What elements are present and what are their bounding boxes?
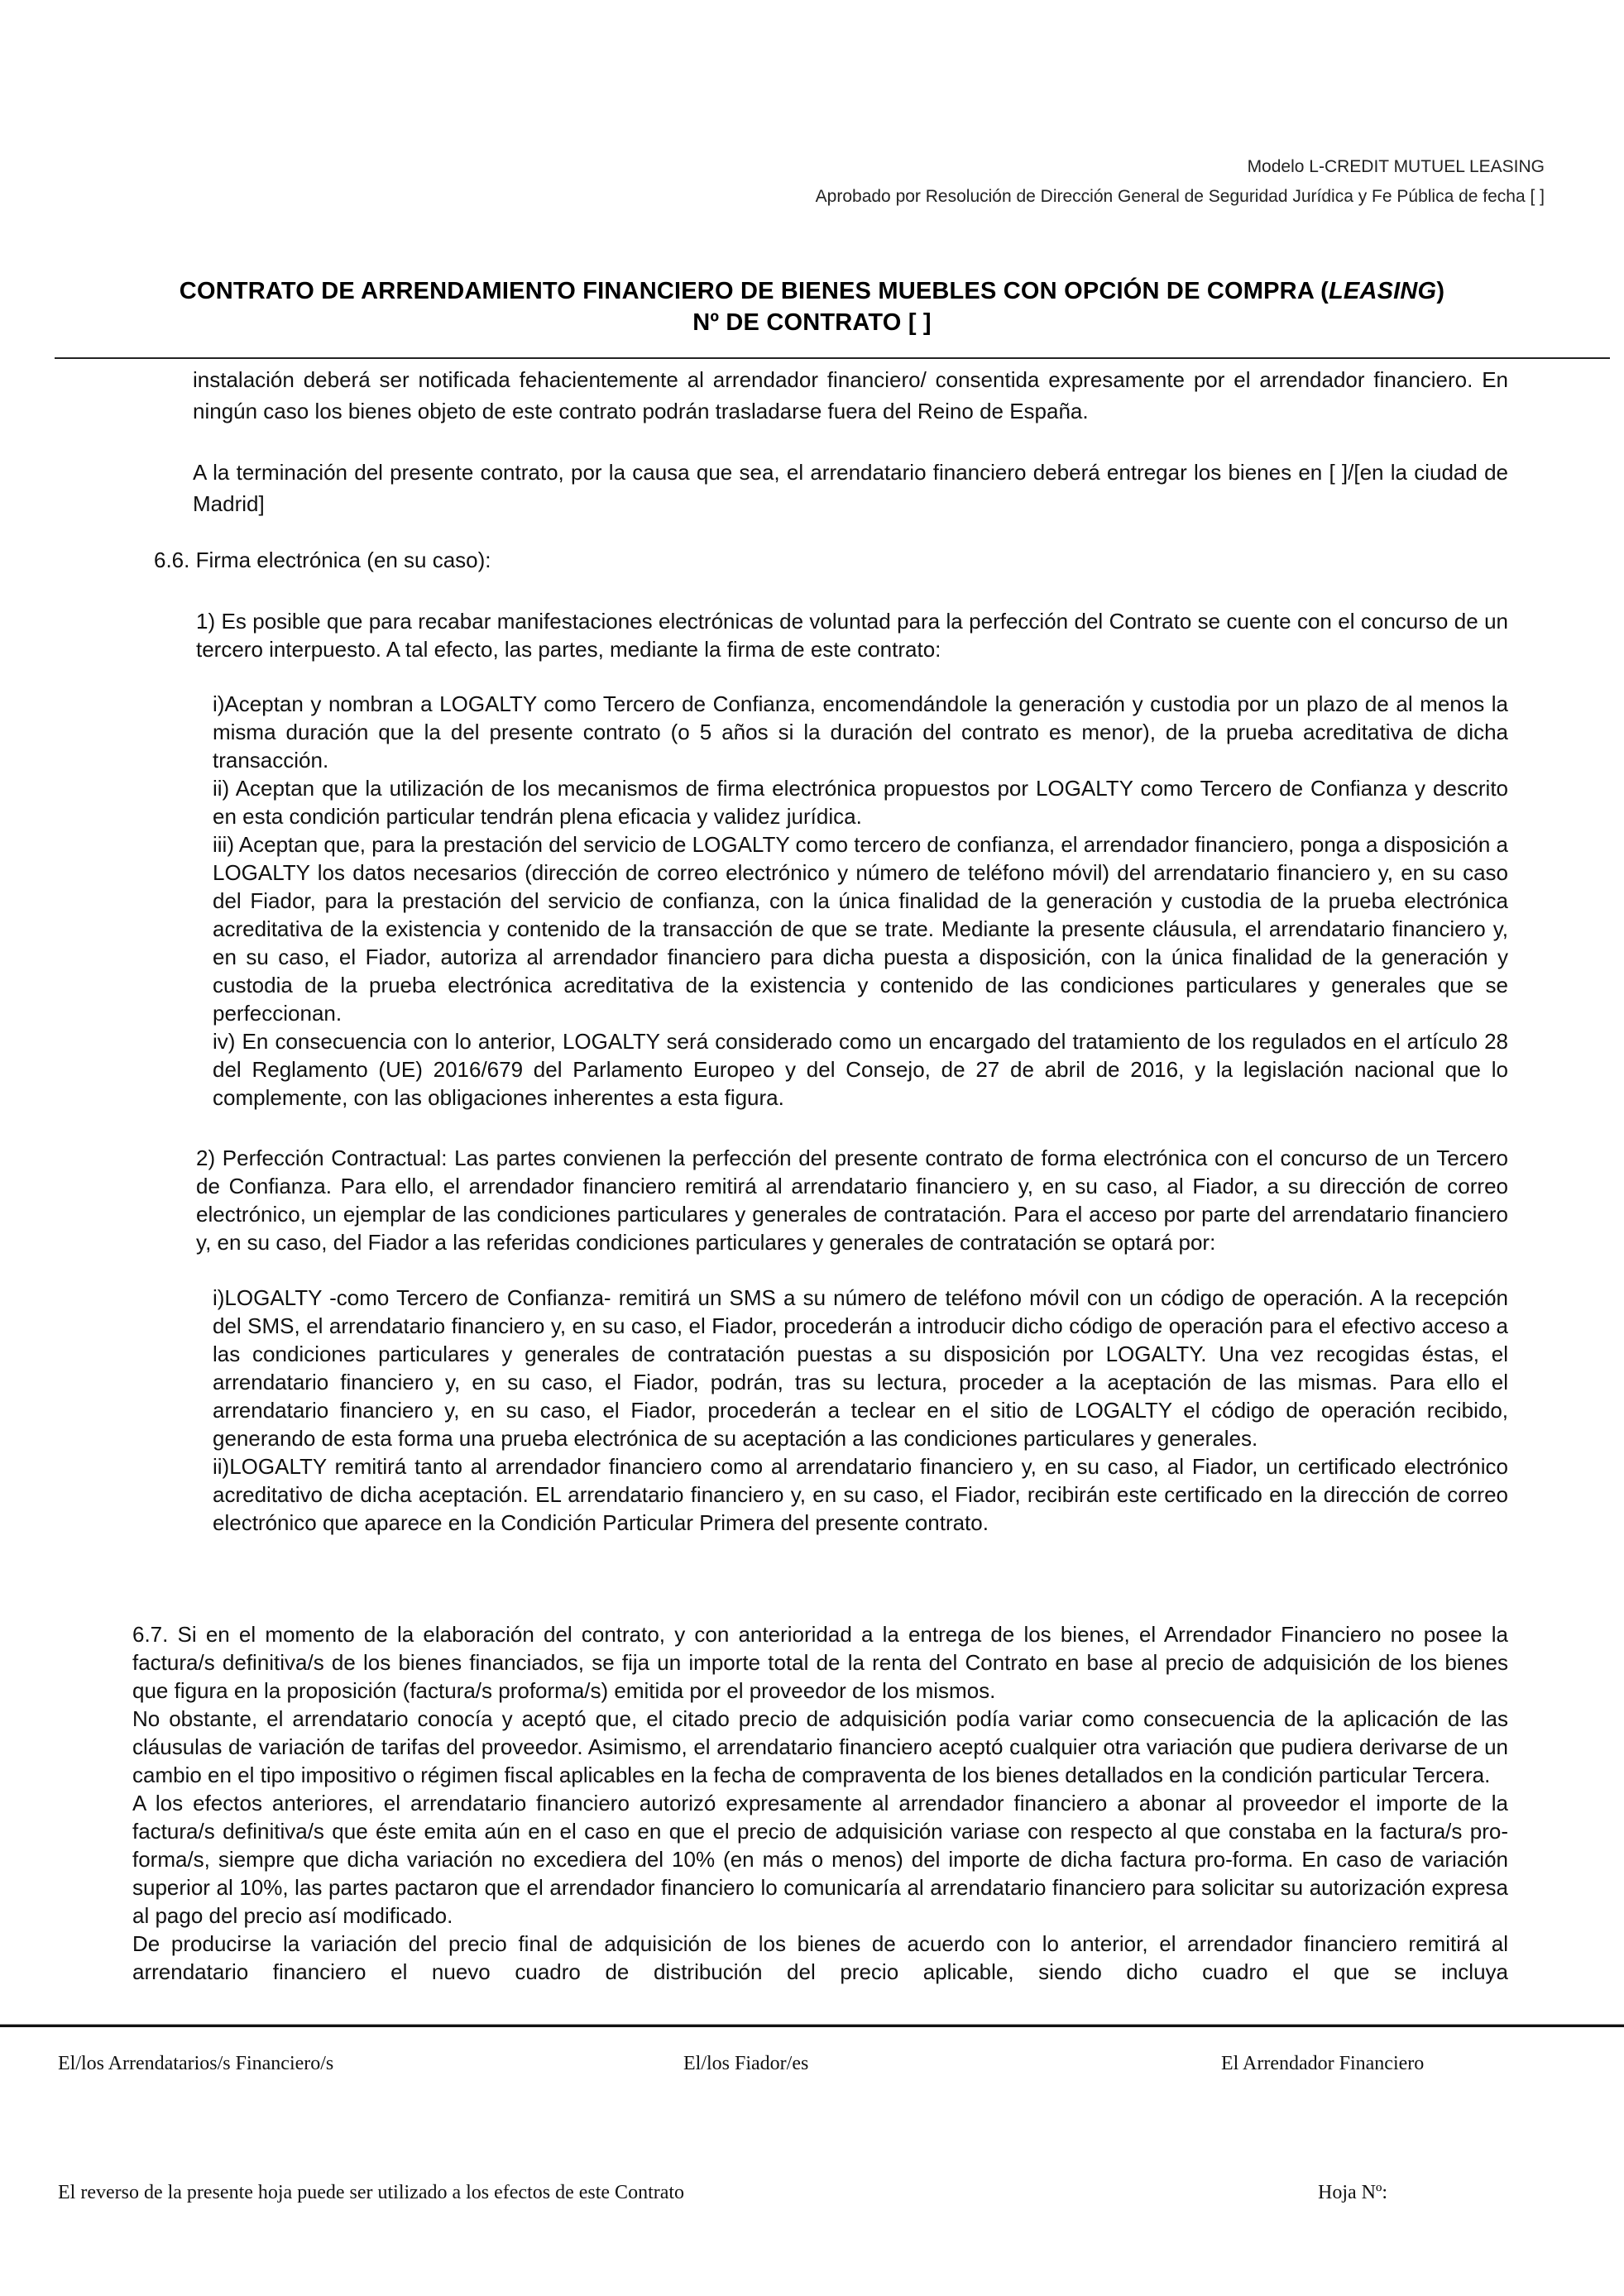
section-6-6-point-1-list [213, 690, 1508, 1112]
contract-title-suffix: ) [1436, 278, 1445, 304]
contract-title [0, 278, 1624, 305]
section-6-6-point-2-list [213, 1284, 1508, 1537]
document-model-label: Modelo L-CREDIT MUTUEL LEASING [1247, 157, 1545, 176]
page-number-label: Hoja Nº: [1318, 2182, 1388, 2203]
section-6-7-paragraph: De producirse la variación del precio final de adquisición de los bienes de acuerdo con lo anterior, el arrendador financiero remitirá al arrendatario financiero el nuevo cuadro de distribución del precio aplicable, siendo dicho cuadro el que se incluya [132, 1931, 1508, 1984]
section-6-7-paragraph: A los efectos anteriores, el arrendatario financiero autorizó expresamente al arrendador financiero a abonar al proveedor el importe de la factura/s definitiva/s que éste emita aún en el caso en que el precio de adquisición variase con respecto al que constaba en la factura/s pro-forma/s, siempre que dicha variación no excediera del 10% (en más o menos) del importe de dicha factura pro-forma. En caso de variación superior al 10%, las partes pactaron que el arrendador financiero lo comunicaría al arrendatario financiero para solicitar su autorización expresa al pago del precio así modificado. [132, 1791, 1508, 1928]
signature-guarantor-label: El/los Fiador/es [683, 2053, 809, 2074]
signature-lessor-label: El Arrendador Financiero [1221, 2053, 1425, 2074]
header-divider [55, 357, 1610, 359]
section-6-6-heading: 6.6. Firma electrónica (en su caso): [154, 548, 491, 572]
list-item: ii) Aceptan que la utilización de los mecanismos de firma electrónica propuestos por LOGALTY como Tercero de Confianza y descrito en esta condición particular tendrán plena eficacia y validez jurídica. [213, 776, 1508, 829]
paragraph-installation [193, 364, 1508, 427]
approval-resolution-label: Aprobado por Resolución de Dirección General de Seguridad Jurídica y Fe Pública de fecha [ ] [815, 187, 1545, 206]
section-6-7-paragraph: 6.7. Si en el momento de la elaboración del contrato, y con anterioridad a la entrega de los bienes, el Arrendador Financiero no posee la factura/s definitiva/s de los bienes financiados, se fija un importe total de la renta del Contrato en base al precio de adquisición de los bienes que figura en la proposición (factura/s proforma/s) emitida por el proveedor de los mismos. [132, 1622, 1508, 1703]
signature-divider [0, 2025, 1624, 2027]
section-6-6-point-2 [196, 1144, 1508, 1256]
list-item: iv) En consecuencia con lo anterior, LOGALTY será considerado como un encargado del tratamiento de los regulados en el artículo 28 del Reglamento (UE) 2016/679 del Parlamento Europeo y del Consejo, de 27 de abril de 2016, y la legislación nacional que lo complemente, con las obligaciones inherentes a esta figura. [213, 1029, 1508, 1110]
contract-number: Nº DE CONTRATO [ ] [692, 309, 932, 336]
list-item: i)LOGALTY -como Tercero de Confianza- remitirá un SMS a su número de teléfono móvil con un código de operación. A la recepción del SMS, el arrendatario financiero y, en su caso, el Fiador, procederán a introducir dicho código de operación para el efectivo acceso a las condiciones particulares y generales de contratación puestas a su disposición por LOGALTY. Una vez recogidas éstas, el arrendatario financiero y, en su caso, el Fiador, podrán, tras su lectura, proceder a la aceptación de las mismas. Para ello el arrendatario financiero y, en su caso, el Fiador, procederán a teclear en el sitio de LOGALTY el código de operación recibido, generando de esta forma una prueba electrónica de su aceptación a las condiciones particulares y generales. [213, 1285, 1508, 1451]
point-1-intro: 1) Es posible que para recabar manifestaciones electrónicas de voluntad para la perfección del Contrato se cuente con el concurso de un tercero interpuesto. A tal efecto, las partes, mediante la firma de este contrato: [196, 609, 1508, 662]
section-6-7-paragraph: No obstante, el arrendatario conocía y aceptó que, el citado precio de adquisición podía variar como consecuencia de la aplicación de las cláusulas de variación de tarifas del proveedor. Asimismo, el arrendatario financiero aceptó cualquier otra variación que pudiera derivarse de un cambio en el tipo impositivo o régimen fiscal aplicables en la fecha de compraventa de los bienes detallados en la condición particular Tercera. [132, 1706, 1508, 1787]
paragraph-installation-text: instalación deberá ser notificada fehacientemente al arrendador financiero/ consentida expresamente por el arrendador financiero. En ningún caso los bienes objeto de este contrato podrán trasladarse fuera del Reino de España. [193, 367, 1508, 423]
list-item: i)Aceptan y nombran a LOGALTY como Tercero de Confianza, encomendándole la generación y custodia por un plazo de al menos la misma duración que la del presente contrato (o 5 años si la duración del contrato es menor), de la prueba acreditativa de dicha transacción. [213, 691, 1508, 773]
reverse-side-note: El reverso de la presente hoja puede ser utilizado a los efectos de este Contrato [58, 2182, 685, 2203]
contract-title-leasing: LEASING [1329, 278, 1437, 304]
signature-lessee-label: El/los Arrendatarios/s Financiero/s [58, 2053, 334, 2074]
point-2-intro: 2) Perfección Contractual: Las partes convienen la perfección del presente contrato de forma electrónica con el concurso de un Tercero de Confianza. Para ello, el arrendador financiero remitirá al arrendatario financiero y, en su caso, al Fiador, a su dirección de correo electrónico, un ejemplar de las condiciones particulares y generales de contratación. Para el acceso por parte del arrendatario financiero y, en su caso, del Fiador a las referidas condiciones particulares y generales de contratación se optará por: [196, 1146, 1508, 1255]
paragraph-termination [193, 457, 1508, 519]
section-6-7 [132, 1620, 1508, 1986]
list-item: ii)LOGALTY remitirá tanto al arrendador financiero como al arrendatario financiero y, en su caso, al Fiador, un certificado electrónico acreditativo de dicha aceptación. EL arrendatario financiero y, en su caso, el Fiador, recibirán este certificado en la dirección de correo electrónico que aparece en la Condición Particular Primera del presente contrato. [213, 1454, 1508, 1535]
list-item: iii) Aceptan que, para la prestación del servicio de LOGALTY como tercero de confianza, el arrendador financiero, ponga a disposición a LOGALTY los datos necesarios (dirección de correo electrónico y número de teléfono móvil) del arrendatario financiero y, en su caso del Fiador, para la prestación del servicio de confianza, con la única finalidad de la generación y custodia de la prueba electrónica acreditativa de la existencia y contenido de la transacción de que se trate. Mediante la presente cláusula, el arrendatario financiero y, en su caso, el Fiador, autoriza al arrendador financiero para dicha puesta a disposición, con la única finalidad de la generación y custodia de la prueba electrónica acreditativa de la existencia y contenido de las condiciones particulares y generales que se perfeccionan. [213, 832, 1508, 1026]
section-6-6-point-1 [196, 607, 1508, 663]
paragraph-termination-text: A la terminación del presente contrato, por la causa que sea, el arrendatario financiero deberá entregar los bienes en [ ]/[en la ciudad de Madrid] [193, 460, 1508, 516]
contract-title-prefix: CONTRATO DE ARRENDAMIENTO FINANCIERO DE BIENES MUEBLES CON OPCIÓN DE COMPRA ( [179, 278, 1329, 304]
